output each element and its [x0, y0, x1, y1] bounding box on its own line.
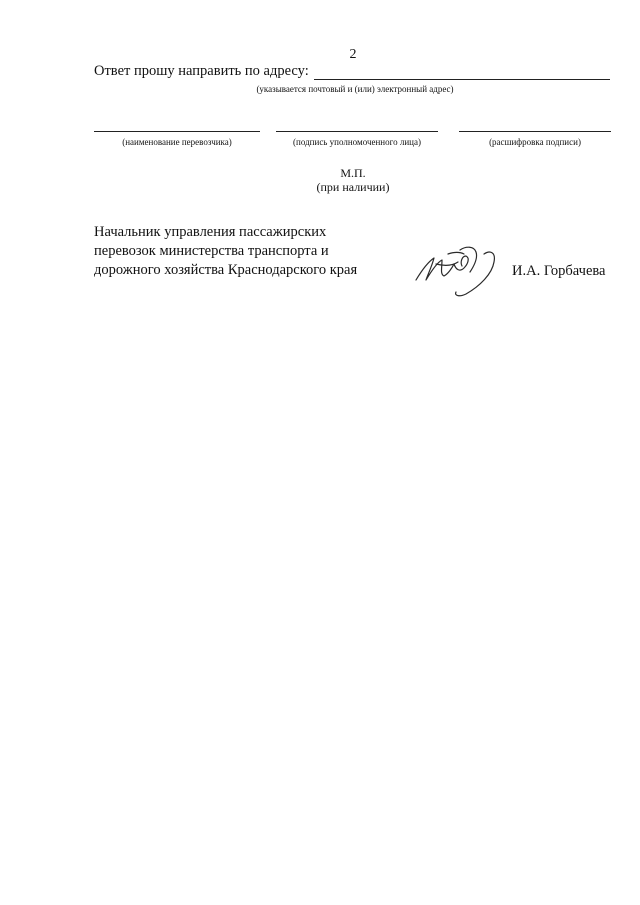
handwritten-signature-icon	[414, 240, 500, 300]
official-title-line: Начальник управления пассажирских	[94, 224, 327, 240]
signature-decoding-line	[459, 131, 611, 132]
reply-address-hint: (указывается почтовый и (или) электронный адрес)	[256, 84, 454, 94]
carrier-name-caption: (наименование перевозчика)	[122, 137, 232, 147]
authorized-signature-caption: (подпись уполномоченного лица)	[293, 137, 421, 147]
reply-address-line	[314, 79, 610, 80]
stamp-label: М.П.	[340, 166, 366, 180]
official-title	[94, 223, 357, 280]
signature-decoding-caption: (расшифровка подписи)	[489, 137, 581, 147]
official-title-line: дорожного хозяйства Краснодарского края	[94, 262, 358, 278]
authorized-signature-line	[276, 131, 438, 132]
reply-address-label: Ответ прошу направить по адресу:	[94, 63, 309, 79]
page-number: 2	[349, 47, 357, 62]
official-name: И.А. Горбачева	[512, 263, 606, 279]
stamp-note: (при наличии)	[316, 180, 390, 194]
carrier-name-line	[94, 131, 260, 132]
official-title-line: перевозок министерства транспорта и	[94, 243, 329, 259]
